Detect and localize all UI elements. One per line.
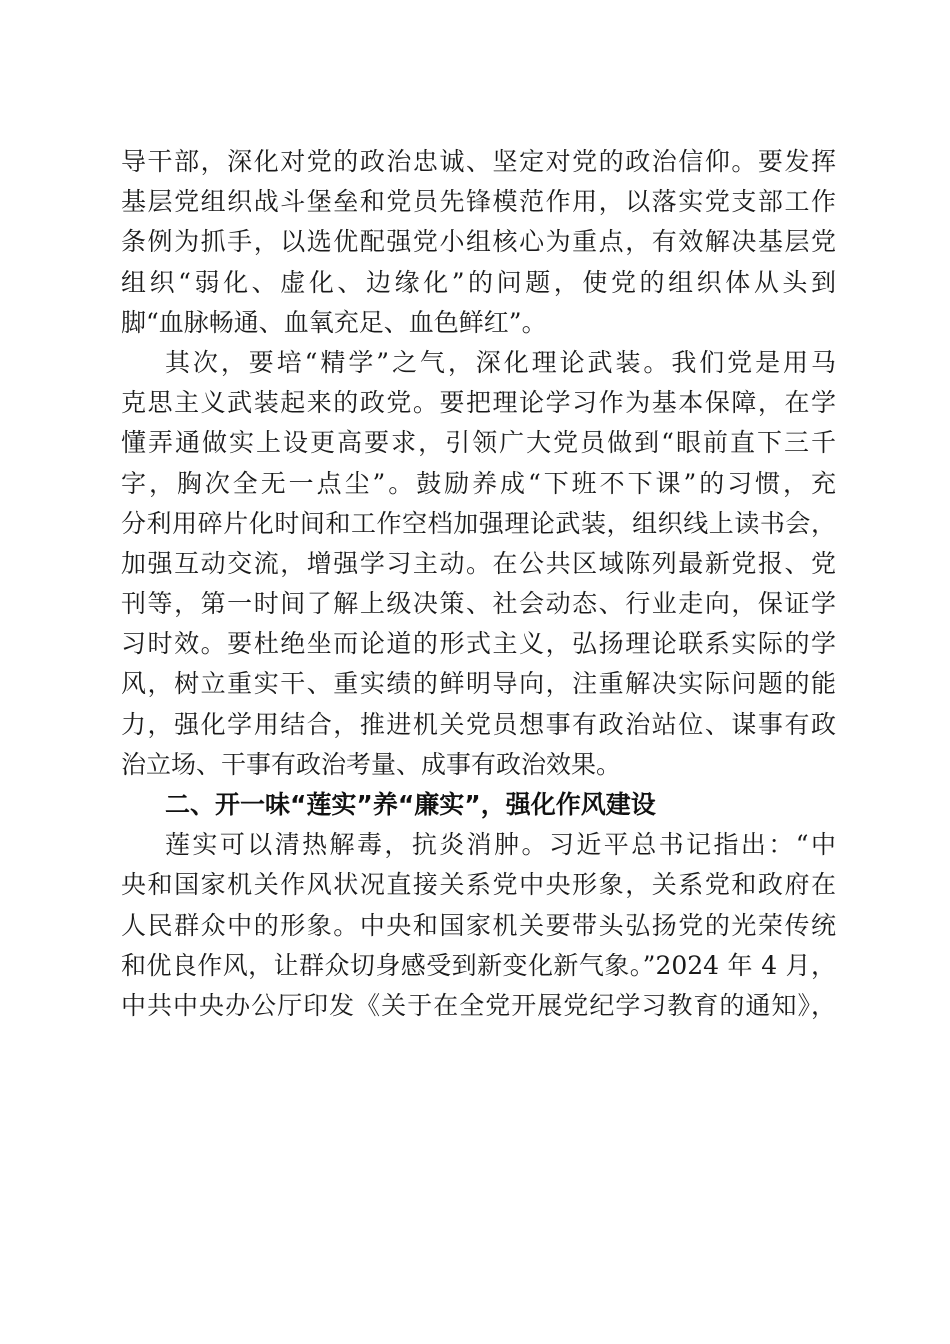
text-line: 字，胸次全无一点尘”。鼓励养成“下班不下课”的习惯，充: [121, 468, 836, 498]
text-line: 莲实可以清热解毒，抗炎消肿。习近平总书记指出：“中: [165, 830, 836, 860]
text-line: 央和国家机关作风状况直接关系党中央形象，关系党和政府在: [121, 870, 836, 900]
text-line: 加强互动交流，增强学习主动。在公共区域陈列最新党报、党: [121, 548, 836, 578]
text-line: 组织“弱化、虚化、边缘化”的问题，使党的组织体从头到: [121, 267, 836, 297]
text-line: 刊等，第一时间了解上级决策、社会动态、行业走向，保证学: [121, 589, 836, 619]
text-line: 治立场、干事有政治考量、成事有政治效果。: [121, 749, 622, 779]
text-line: 和优良作风，让群众切身感受到新变化新气象。”2024 年 4 月，: [121, 950, 836, 980]
text-line: 懂弄通做实上设更高要求，引领广大党员做到“眼前直下三千: [121, 428, 836, 458]
text-line: 克思主义武装起来的政党。要把理论学习作为基本保障，在学: [121, 388, 836, 418]
text-line: 人民群众中的形象。中央和国家机关要带头弘扬党的光荣传统: [121, 910, 836, 940]
text-line: 力，强化学用结合，推进机关党员想事有政治站位、谋事有政: [121, 709, 836, 739]
text-line: 脚“血脉畅通、血氧充足、血色鲜红”。: [121, 307, 547, 337]
text-line: 基层党组织战斗堡垒和党员先锋模范作用，以落实党支部工作: [121, 187, 836, 217]
text-line: 习时效。要杜绝坐而论道的形式主义，弘扬理论联系实际的学: [121, 629, 836, 659]
document-body: [121, 142, 836, 1026]
text-line: 中共中央办公厅印发《关于在全党开展党纪学习教育的通知》，: [121, 990, 836, 1020]
text-line: 导干部，深化对党的政治忠诚、坚定对党的政治信仰。要发挥: [121, 147, 836, 176]
text-line: 条例为抓手，以选优配强党小组核心为重点，有效解决基层党: [121, 227, 836, 257]
text-line: 其次，要培“精学”之气，深化理论武装。我们党是用马: [165, 347, 836, 377]
section-heading: 二、开一味“莲实”养“廉实”，强化作风建设: [165, 790, 656, 819]
text-line: 分利用碎片化时间和工作空档加强理论武装，组织线上读书会，: [121, 508, 836, 538]
text-line: 风，树立重实干、重实绩的鲜明导向，注重解决实际问题的能: [121, 669, 836, 699]
